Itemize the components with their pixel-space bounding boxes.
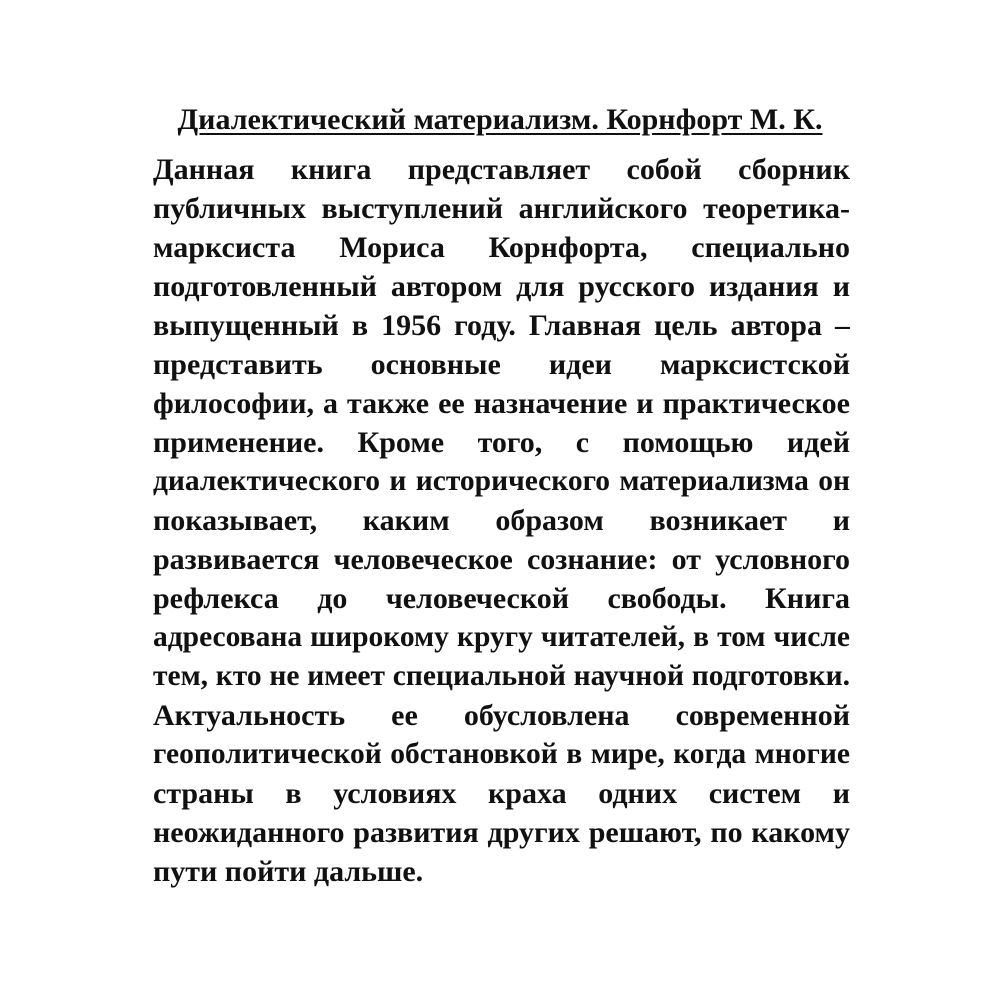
body-line: геополитической обстановкой в мире, когда многие: [153, 738, 850, 770]
body-line: применение. Кроме того, с помощью идей: [153, 426, 850, 459]
document-body: [153, 150, 850, 891]
document-title: Диалектический материализм. Корнфорт М. К.: [177, 103, 823, 136]
body-line: страны в условиях краха одних систем и: [153, 777, 850, 810]
body-line: адресована широкому кругу читателей, в том числе: [153, 621, 850, 653]
body-line: показывает, каким образом возникает и: [153, 504, 850, 537]
body-line: развивается человеческое сознание: от условного: [153, 543, 850, 576]
body-line: подготовленный автором для русского издания и: [153, 270, 850, 303]
body-line: пути пойти дальше.: [153, 855, 424, 888]
body-line: представить основные идеи марксистской: [153, 348, 850, 381]
body-line: философии, а также ее назначение и практическое: [153, 387, 850, 420]
body-line: Данная книга представляет собой сборник: [153, 153, 850, 186]
body-line: рефлекса до человеческой свободы. Книга: [153, 582, 850, 615]
body-line: марксиста Мориса Корнфорта, специально: [153, 231, 850, 264]
body-line: неожиданного развития других решают, по какому: [153, 816, 850, 849]
body-line: выпущенный в 1956 году. Главная цель автора –: [153, 309, 850, 342]
body-line: публичных выступлений английского теоретика-: [153, 192, 850, 225]
body-line: диалектического и исторического материализма он: [153, 465, 850, 497]
body-line: тем, кто не имеет специальной научной подготовки.: [153, 660, 850, 692]
body-line: Актуальность ее обусловлена современной: [153, 699, 850, 732]
